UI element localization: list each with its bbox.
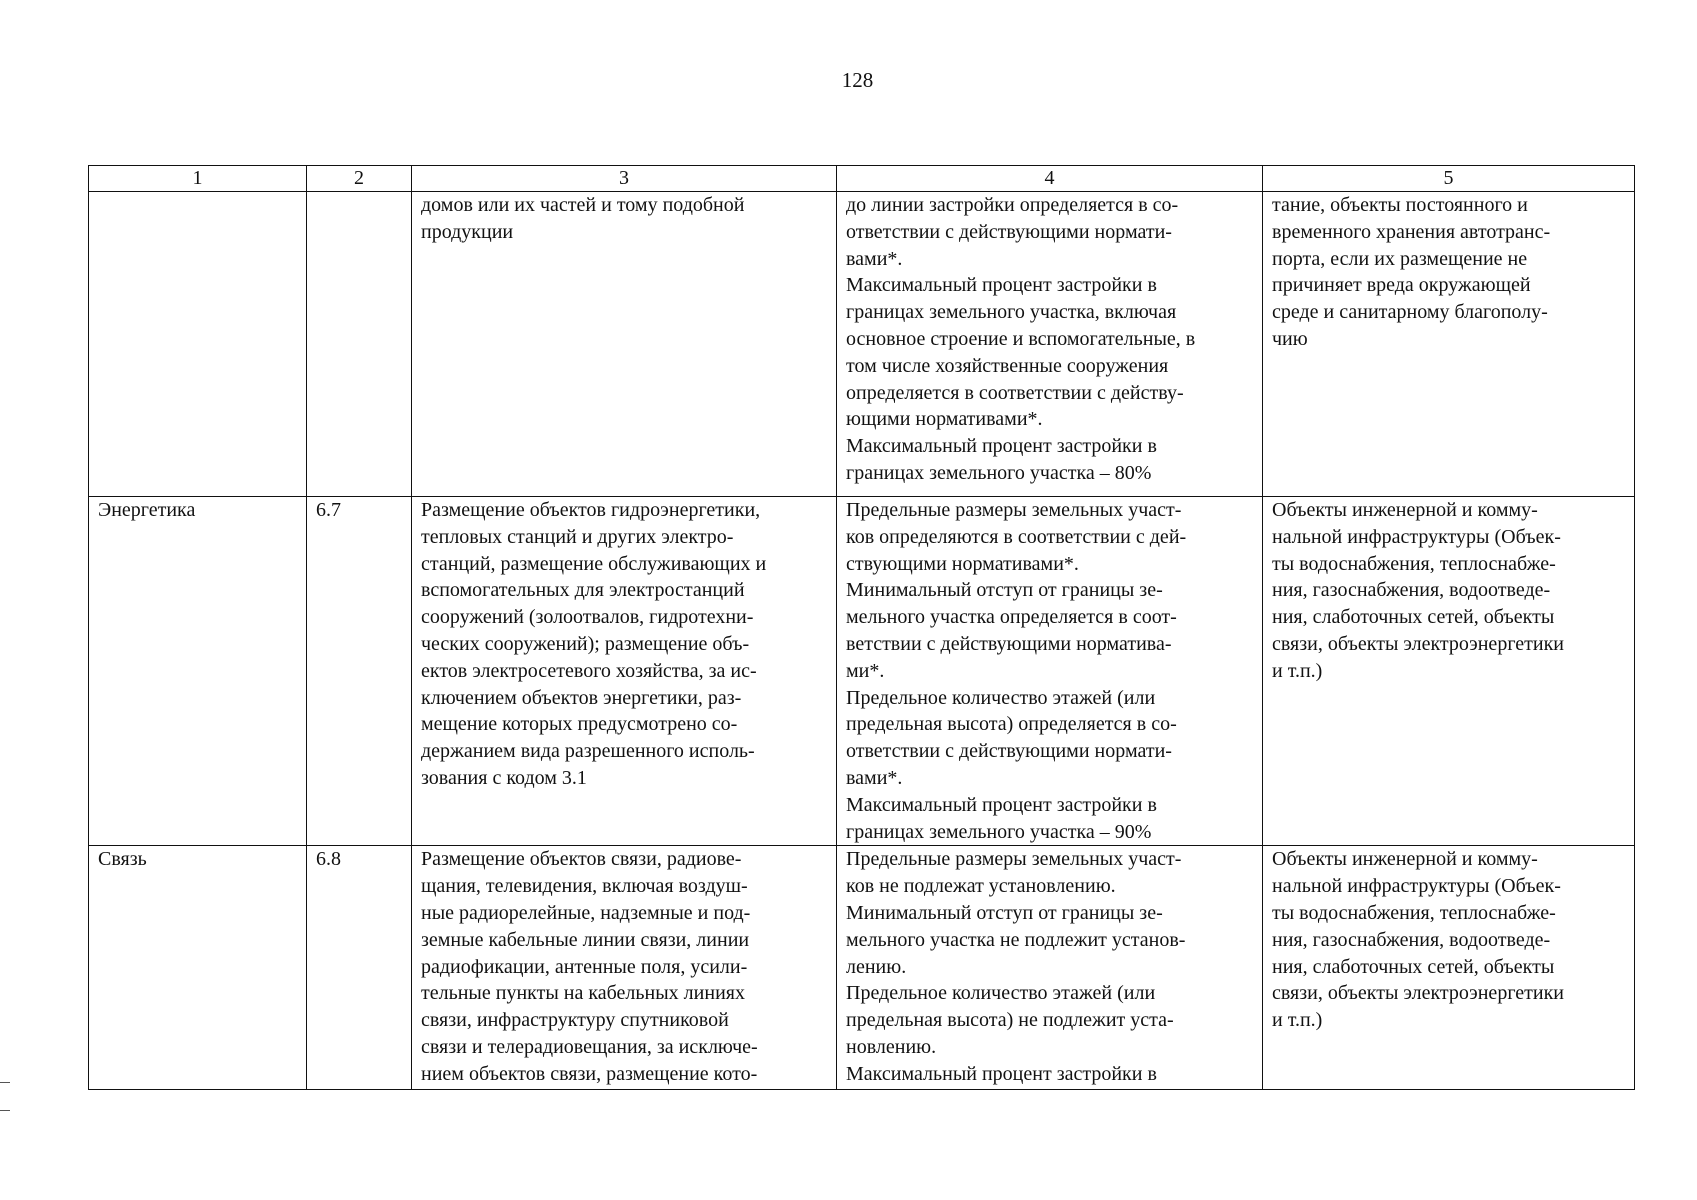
use-name-cell: Энергетика	[89, 497, 307, 846]
auxiliary-uses-cell: Объекты инженерной и комму- нальной инфраструктуры (Объек- ты водоснабжения, теплоснабже- ния, газоснабжения, водоотведе- ния, слаботочных сетей, объекты связи, объекты электроэнергетики и т.п.)	[1263, 497, 1635, 846]
auxiliary-uses-cell: тание, объекты постоянного и временного хранения автотранс- порта, если их размещение не причиняет вреда окружающей среде и санитарному благополу- чию	[1263, 192, 1635, 497]
zoning-table	[88, 165, 1635, 1090]
use-code-cell: 6.7	[307, 497, 412, 846]
use-name-cell: Связь	[89, 846, 307, 1090]
use-description-cell: Размещение объектов гидроэнергетики, тепловых станций и других электро- станций, размещение обслуживающих и вспомогательных для электростанций сооружений (золоотвалов, гидротехни- ческих сооружений); размещение объ- ектов электросетевого хозяйства, за ис- ключением объектов энергетики, раз- мещение которых предусмотрено со- держанием вида разрешенного исполь- зования с кодом 3.1	[412, 497, 837, 846]
table-row	[89, 846, 1635, 1090]
auxiliary-uses-cell: Объекты инженерной и комму- нальной инфраструктуры (Объек- ты водоснабжения, теплоснабже- ния, газоснабжения, водоотведе- ния, слаботочных сетей, объекты связи, объекты электроэнергетики и т.п.)	[1263, 846, 1635, 1090]
use-description-cell: домов или их частей и тому подобной продукции	[412, 192, 837, 497]
use-name-cell	[89, 192, 307, 497]
column-header: 2	[307, 166, 412, 192]
parameters-cell: Предельные размеры земельных участ- ков определяются в соответствии с дей- ствующими нормативами*. Минимальный отступ от границы зе- мельного участка определяется в соот- ветствии с действующими норматива- ми*. Предельное количество этажей (или предельная высота) определяется в со- ответствии с действующими нормати- вами*. Максимальный процент застройки в границах земельного участка – 90%	[837, 497, 1263, 846]
column-header: 5	[1263, 166, 1635, 192]
page-number: 128	[841, 68, 874, 92]
use-code-cell: 6.8	[307, 846, 412, 1090]
column-header: 4	[837, 166, 1263, 192]
use-code-cell	[307, 192, 412, 497]
scan-edge-mark	[0, 1110, 10, 1111]
table-row	[89, 497, 1635, 846]
table-header-row	[89, 166, 1635, 192]
column-header: 3	[412, 166, 837, 192]
use-description-cell: Размещение объектов связи, радиове- щания, телевидения, включая воздуш- ные радиорелейные, надземные и под- земные кабельные линии связи, линии радиофикации, антенные поля, усили- тельные пункты на кабельных линиях связи, инфраструктуру спутниковой связи и телерадиовещания, за исключе- нием объектов связи, размещение кото-	[412, 846, 837, 1090]
scan-edge-mark	[0, 1082, 10, 1083]
parameters-cell: Предельные размеры земельных участ- ков не подлежат установлению. Минимальный отступ от границы зе- мельного участка не подлежит установ- лению. Предельное количество этажей (или предельная высота) не подлежит уста- новлению. Максимальный процент застройки в	[837, 846, 1263, 1090]
table-row	[89, 192, 1635, 497]
column-header: 1	[89, 166, 307, 192]
parameters-cell: до линии застройки определяется в со- ответствии с действующими нормати- вами*. Максимальный процент застройки в границах земельного участка, включая основное строение и вспомогательные, в том числе хозяйственные сооружения определяется в соответствии с действу- ющими нормативами*. Максимальный процент застройки в границах земельного участка – 80%	[837, 192, 1263, 497]
